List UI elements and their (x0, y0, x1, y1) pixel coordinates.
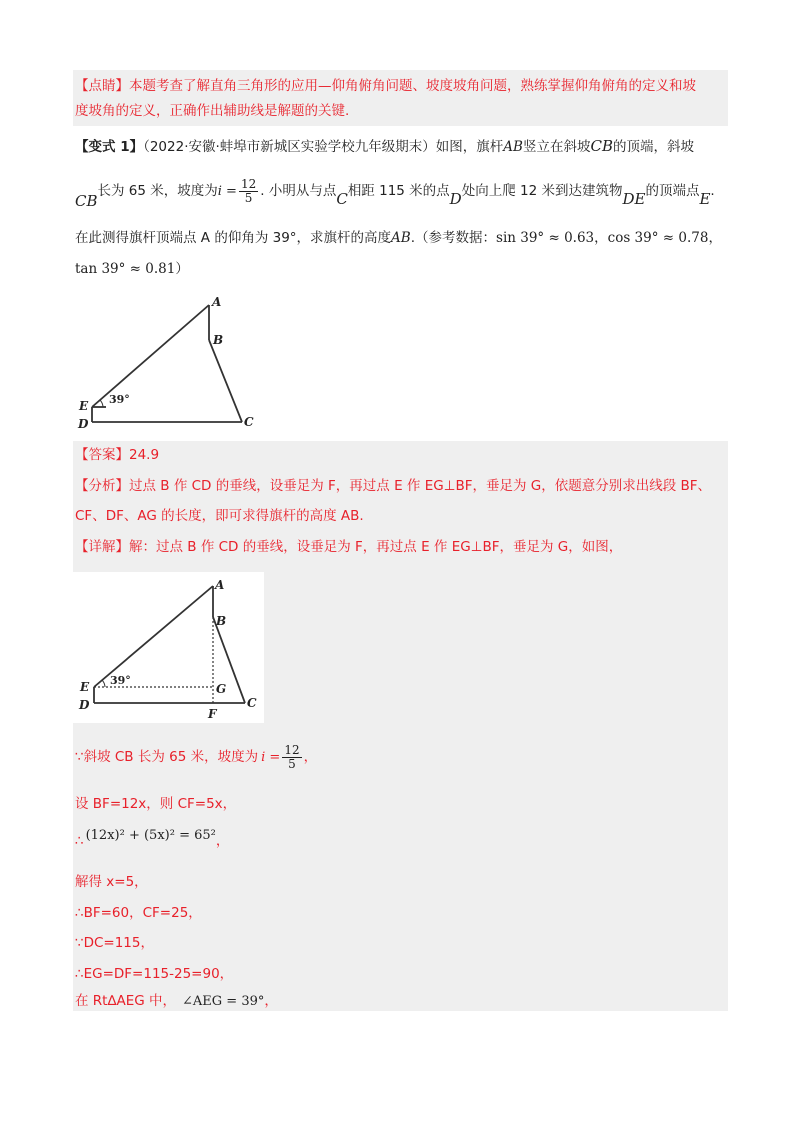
problem-text-2a: 长为 65 米，坡度为 (97, 183, 218, 199)
step-1-fraction (282, 744, 301, 771)
step-3 (75, 826, 230, 849)
problem-text-1a: （2022·安徽·蚌埠市新城区实验学校九年级期末）如图，旗杆 (143, 139, 504, 155)
step-8-text: 在 Rt∆AEG 中， (75, 993, 177, 1009)
problem-text-3b: .（参考数据： (410, 230, 497, 246)
angle-label: 39° (109, 393, 130, 406)
step-3-equation: (12x)² + (5x)² = 65² (85, 828, 216, 843)
angle-arc (100, 400, 103, 407)
dianjing-text-1: 本题考查了解直角三角形的应用—仰角俯角问题、坡度坡角问题，熟练掌握仰角俯角的定义和坡 (129, 78, 696, 94)
ref-sep: ， (594, 230, 608, 246)
var-C: C (336, 190, 348, 208)
label-E: E (79, 399, 89, 413)
dianjing-line2: 度坡角的定义，正确作出辅助线是解题的关键. (75, 103, 350, 119)
step-3-therefore: ∴ (75, 833, 84, 849)
label-G: G (216, 682, 227, 696)
analysis-text-1: 过点 B 作 CD 的垂线，设垂足为 F，再过点 E 作 EG⊥BF，垂足为 G，依题意分别求出线段 BF、 (129, 478, 712, 494)
answer-label: 【答案】 (75, 447, 129, 463)
step-1-i: i = (261, 750, 281, 765)
problem-text-2d: 处向上爬 12 米到达建筑物 (461, 183, 623, 199)
step-7: ∴EG=DF=115-25=90， (75, 966, 234, 982)
var-AB: AB (503, 139, 523, 155)
answer-value: 24.9 (129, 447, 160, 463)
label-D: D (78, 417, 89, 431)
var-CB-2: CB (75, 192, 98, 210)
problem-text-3a: 在此测得旗杆顶端点 A 的仰角为 39°，求旗杆的高度 (75, 230, 392, 246)
detail-text-1: 解：过点 B 作 CD 的垂线，设垂足为 F，再过点 E 作 EG⊥BF，垂足为 G，如图， (129, 539, 623, 555)
label-C: C (247, 696, 257, 710)
step-6: ∵DC=115， (75, 935, 154, 951)
step-5: ∴BF=60，CF=25， (75, 905, 202, 921)
label-C: C (244, 415, 254, 429)
step-1-den: 5 (288, 757, 296, 771)
dianjing-label: 【点睛】 (75, 78, 129, 94)
var-i: i = (217, 184, 237, 199)
label-B: B (213, 333, 224, 347)
label-A: A (215, 578, 225, 592)
problem-label: 【变式 1】 (75, 139, 144, 155)
problem-text-2b: . 小明从与点 (260, 183, 337, 199)
detail-line1 (75, 538, 622, 557)
var-DE: DE (622, 190, 646, 208)
problem-text-1b: 竖立在斜坡 (522, 139, 591, 155)
ref-comma: ， (708, 230, 722, 246)
label-E: E (80, 680, 90, 694)
problem-line2 (75, 177, 715, 210)
label-F: F (208, 707, 217, 721)
slope-den: 5 (244, 191, 253, 205)
problem-text-1c: 的顶端，斜坡 (612, 139, 694, 155)
step-1 (75, 744, 317, 771)
label-B: B (216, 614, 227, 628)
problem-line3 (75, 229, 722, 248)
answer-line (75, 446, 159, 465)
figure-2 (73, 572, 264, 723)
step-1-num: 12 (284, 743, 300, 757)
ref-close: ） (175, 261, 189, 277)
problem-line4 (75, 260, 189, 279)
dianjing-line1 (75, 77, 696, 96)
step-4: 解得 x=5， (75, 874, 148, 890)
step-8-end: ， (264, 993, 278, 1009)
slope-fraction (239, 178, 258, 205)
ref-sin: sin 39° ≈ 0.63 (496, 230, 595, 246)
analysis-label: 【分析】 (75, 478, 129, 494)
angle-label: 39° (110, 674, 131, 687)
step-8 (75, 992, 278, 1011)
label-D: D (79, 698, 90, 712)
analysis-line1 (75, 477, 711, 496)
var-CB: CB (590, 137, 613, 155)
figure-1 (70, 292, 270, 432)
problem-line1 (75, 137, 694, 157)
var-AB-2: AB (391, 230, 411, 246)
step-2: 设 BF=12x，则 CF=5x， (75, 796, 237, 812)
step-1-text: ∵斜坡 CB 长为 65 米，坡度为 (75, 749, 259, 765)
step-8-angle: ∠AEG = 39° (182, 994, 265, 1009)
slope-num: 12 (240, 177, 257, 191)
label-A: A (212, 295, 222, 309)
var-E: E (699, 190, 711, 208)
solution-block (73, 441, 728, 1011)
ref-tan: tan 39° ≈ 0.81 (75, 261, 176, 277)
analysis-line2: CF、DF、AG 的长度，即可求得旗杆的高度 AB. (75, 508, 364, 524)
step-3-end: ， (215, 833, 230, 849)
detail-label: 【详解】 (75, 539, 129, 555)
ref-cos: cos 39° ≈ 0.78 (607, 230, 709, 246)
segment-BC (209, 340, 242, 422)
problem-text-2c: 相距 115 米的点 (347, 183, 450, 199)
problem-text-2e: 的顶端点 (645, 183, 700, 199)
var-D: D (449, 190, 462, 208)
problem-text-2f: . (710, 183, 715, 199)
step-1-end: ， (303, 749, 318, 765)
segment-EA (92, 305, 209, 407)
